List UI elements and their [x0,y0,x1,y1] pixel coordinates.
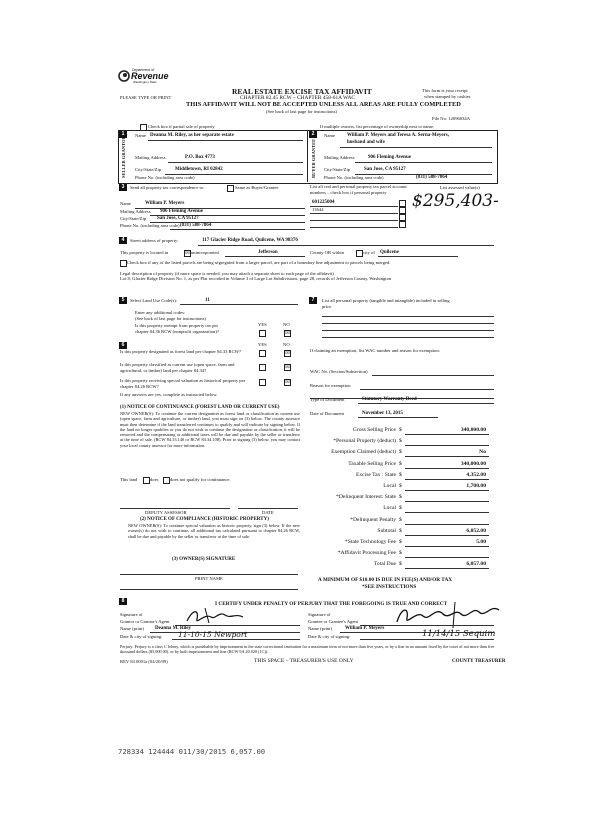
calc-dollar-sign: $ [399,505,402,511]
grantee-signature-label: Signature of [308,612,331,617]
rule [120,508,230,509]
rev-number: REV 84 0001a (04/20/09) [120,659,168,664]
calc-rule [405,456,489,457]
calc-label: Subtotal [377,528,396,534]
seller-buyer-divider [307,130,308,182]
tax-name[interactable]: William P. Meyers [145,201,185,206]
calc-dollar-sign: $ [399,528,402,534]
treasurer-use-only: THIS SPACE – TREASURER'S USE ONLY [254,658,354,664]
buyer-name-label: Name [324,133,335,138]
calc-label: *Personal Property (deduct) [333,438,396,444]
rule [238,508,298,509]
calc-rule [405,535,489,536]
file-number: File No: 12096034A [432,116,471,121]
calc-label: *Delinquent Interest: State [336,494,396,500]
rule [148,140,303,141]
calc-rule [405,568,489,569]
calc-value[interactable]: 1,700.00 [466,483,486,489]
seller-city[interactable]: Middletown, RI 02842 [175,167,223,172]
calc-dollar-sign: $ [399,427,402,433]
does-checkbox[interactable] [143,477,150,484]
compliance-title: (2) NOTICE OF COMPLIANCE (HISTORIC PROPERTY) [140,517,269,522]
street-address[interactable]: 117 Glacier Ridge Road, Quilcene, WA 98376 [202,238,298,243]
yes-header-5: YES [258,322,267,327]
section-7-number: 7 [309,297,317,304]
form-title: REAL ESTATE EXCISE TAX AFFIDAVIT [232,87,372,96]
calc-rule [405,490,489,491]
calc-dollar-sign: $ [399,550,402,556]
form-chapter: CHAPTER 82.45 RCW – CHAPTER 458-61A WAC [240,95,355,101]
calc-label: Local [383,483,396,489]
rule [360,639,494,640]
calc-rule [405,468,489,469]
additional-codes-label: Enter any additional codes: [135,310,186,315]
no-header-6: NO [283,342,290,347]
section-2-number: 2 [309,131,317,138]
grantee-agent-label: Grantee or Grantee's Agent [308,619,358,624]
please-type: PLEASE TYPE OR PRINT [120,95,172,100]
buyer-phone[interactable]: (831) 588-7864 [416,175,448,180]
nonprofit-yes-checkbox[interactable] [259,330,266,337]
calc-dollar-sign: $ [399,449,402,455]
assessor-date-label: DATE [262,510,274,515]
grantor-name[interactable]: Deanna M. Riley [155,626,191,631]
calc-value[interactable]: No [479,449,486,455]
same-as-buyer-label: Same as Buyer/Grantee [235,185,279,190]
doc-date-label: Date of Document [310,411,344,416]
calc-label: Taxable Selling Price [348,461,396,467]
parcel-4-pp-checkbox[interactable] [399,221,406,228]
rule [378,256,458,257]
buyer-name-2[interactable]: husband and wife [347,140,385,145]
calc-dollar-sign: $ [399,438,402,444]
rule [310,213,398,214]
this-land-label: This land [120,477,138,482]
calc-rule [405,557,489,558]
rule [310,227,398,228]
seller-mail[interactable]: P.O. Box 4773 [185,155,215,160]
nonprofit-no-checkbox[interactable]: ☒ [285,331,290,336]
calc-label: Exemption Claimed (deduct) [331,449,396,455]
seller-name[interactable]: Deanna M. Riley, as her separate estate [150,133,234,138]
seller-vertical-label: SELLER GRANTOR [121,136,126,178]
rule [310,220,398,221]
rule [322,316,494,317]
seller-city-label: City/State/Zip [135,167,162,172]
calc-label: Excise Tax : State [355,472,396,478]
rule [355,162,492,163]
rule [372,375,494,376]
county-name[interactable]: Jefferson [258,250,278,255]
continuance-text: NEW OWNER(S): To continue the current designation as forest land or classification as current use (open space, farm and agriculture, or timber) land, you must sign on (3) below. The county assessor must then determine if the land transferred continues to qualify and will indicate by signing below. If the land no longer qualifies or you do not wish to continue the designation or classification, it will be removed and the compensating or additional taxes will be due and payable by the seller or transferor at the time of sale. (RCW 84.33.140 or RCW 84.34.108). Prior to signing (3) below, you may contact your local county assessor for more information. [120,411,300,448]
calc-label: Total Due [373,561,396,567]
calc-value[interactable]: 340,000.00 [460,427,486,433]
rule [175,625,300,626]
grantor-name-label: Name (print) [120,626,144,631]
parcel-2[interactable]: 13644 [312,207,324,212]
rule [358,417,438,418]
county-or-within: County OR within [310,250,344,255]
unincorporated-label: unincorporated [191,250,219,255]
buyer-city[interactable]: San Jose, CA 95127 [364,167,406,172]
dor-swirl-icon [118,70,130,82]
no-header-5: NO [283,322,290,327]
nonprofit-question-b: chapter 84.36 RCW (nonprofit organization)? [135,329,219,334]
calc-dollar-sign: $ [399,461,402,467]
rule [180,304,298,305]
parcel-1[interactable]: 601225004 [312,200,335,205]
rule [172,639,300,640]
parcel-3-pp-checkbox[interactable] [399,214,406,221]
section-3-number: 3 [119,184,127,191]
answers-note: If any answers are yes, complete as instructed below. [120,392,218,397]
legal-description[interactable]: Lot 8, Glacier Ridge Division No. 1, as per Plat recorded in Volume 3 of Large Lot Subdivisions, page 28, records of Jefferson County, Washington [120,276,392,281]
grantor-date-label: Date & city of signing: [120,634,163,639]
owners-signature-title: (3) OWNER(S) SIGNATURE [172,557,236,562]
rule [322,337,494,338]
land-use-label: Select Land Use Code(s): [130,298,178,303]
calc-dollar-sign: $ [399,483,402,489]
forest-yes-checkbox[interactable] [259,350,266,357]
parcel-1-pp-checkbox[interactable] [399,200,406,207]
deputy-assessor-label: DEPUTY ASSESSOR [145,510,187,515]
wac-label: WAC No. (Section/Subsection) [310,369,368,374]
current-use-yes-checkbox[interactable] [259,364,266,371]
see-instructions-note: *SEE INSTRUCTIONS [362,584,417,590]
tax-name-label: Name [120,201,131,206]
perjury-notice: Perjury: Perjury is a class C felony, which is punishable by imprisonment in the state correctional institution for a maximum term of not more than five years, or by a fine in an amount fixed by the court of not more than five thousand dollars ($5,000.00), or by both imprisonment and fine (RCW 9A.20.020 (1C)). [120,644,495,654]
doc-type-label: Type of Document [310,397,345,402]
partial-sale-label: Check box if partial sale of property [148,124,215,129]
calc-value[interactable]: 6,052.00 [466,528,486,534]
calc-rule [405,524,489,525]
buyer-phone-label: Phone No. (including area code) [324,175,384,180]
rule [340,147,492,148]
tax-city-label: City/State/Zip [120,216,147,221]
segregated-checkbox[interactable] [120,260,127,267]
forest-no-checkbox[interactable]: ☒ [285,351,290,356]
grantee-name-label: Name (print) [308,626,332,631]
assessed-label: List assessed value(s) [440,185,480,190]
nonprofit-question-a: Is this property exempt from property tax per [135,323,219,328]
current-use-no-checkbox[interactable]: ☒ [285,365,290,370]
buyer-mail-label: Mailing Address [324,155,355,160]
county-treasurer-label: COUNTY TREASURER [452,659,506,664]
rule [120,574,298,575]
grantor-signature[interactable] [185,605,245,627]
rule [360,389,494,390]
section-4-number: 4 [119,237,127,244]
compliance-text: NEW OWNER(S): To continue special valuation as historic property, sign (3) below. If the new owner(s) do not wish to continue, all additional tax calculated pursuant to chapter 84.26 RCW, shall be due and payable by the seller or transferor at the time of sale. [128,523,300,539]
grantee-name[interactable]: William P. Meyers [345,626,385,631]
calc-rule [405,512,489,513]
doc-date[interactable]: November 13, 2015 [362,411,403,416]
calc-dollar-sign: $ [399,539,402,545]
forest-land-question: Is this property designated as forest land per chapter 84.33 RCW? [120,349,242,354]
rule [322,330,494,331]
does-not-checkbox[interactable] [163,477,170,484]
located-label: This property is located in [120,250,169,255]
rule [198,245,494,246]
tax-mail[interactable]: 906 Fleming Avenue [160,209,203,214]
unincorporated-checkbox[interactable]: ☒ [185,251,190,256]
does-not-label: does not qualify for continuance. [170,477,231,482]
tax-mail-label: Mailing Address [120,209,151,214]
minimum-due-note: A MINIMUM OF $10.00 IS DUE IN FEE(S) AND/OR TAX [318,577,453,583]
tax-phone-label: Phone No. (including area code) [120,223,180,228]
grantor-agent-label: Grantor or Grantor's Agent [120,619,170,624]
seller-mail-label: Mailing Address [135,155,166,160]
grantee-date-handwritten[interactable]: 11/14/15 Sequim [422,629,496,639]
calc-rule [405,479,489,480]
form-warning: THIS AFFIDAVIT WILL NOT BE ACCEPTED UNLESS ALL AREAS ARE FULLY COMPLETED [186,101,461,108]
calc-value[interactable]: 6,057.00 [466,561,486,567]
current-use-question: Is this property classified as current use (open space, farm and agricultural, or timber) land per chapter 84.34? [120,362,235,373]
calc-label: *Affidavit Processing Fee [337,550,396,556]
calc-rule [405,501,489,502]
calc-dollar-sign: $ [399,494,402,500]
street-address-label: Street address of property: [130,238,179,243]
reason-label: Reason for exemption [310,383,351,388]
rule [170,229,305,230]
land-use-code[interactable]: 11 [205,298,210,303]
calc-value[interactable]: 5.00 [476,539,486,545]
print-name-label: PRINT NAME [195,576,223,581]
see-back-label: (See back of last page for instructions) [135,316,206,321]
buyer-vertical-label: BUYER GRANTEE [311,138,316,178]
segregated-note: Check box if any of the listed parcels are being segregated from a larger parcel, are part of a boundary line adjustment or parcels being merged. [127,260,391,265]
calc-rule [405,434,489,435]
calc-label: *State Technology Fee [344,539,396,545]
certify-statement: I CERTIFY UNDER PENALTY OF PERJURY THAT THE FOREGOING IS TRUE AND CORRECT [215,601,448,607]
calc-dollar-sign: $ [399,561,402,567]
same-as-buyer-checkbox[interactable] [227,185,234,192]
treasurer-stamp: 728334 124444 011/30/2015 6,057.00 [118,747,266,756]
exemption-claim-label: If claiming an exemption, list WAC number and reason for exemption: [310,348,440,353]
city-checkbox[interactable] [356,250,363,257]
section-8-number: 8 [119,598,127,605]
city-name[interactable]: Quilcene [380,250,399,255]
legal-label: Legal description of property (if more space is needed, you may attach a separate sheet to each page of the affidavit) [120,271,334,276]
buyer-city-label: City/State/Zip [324,167,351,172]
buyer-mail[interactable]: 906 Fleming Avenue [368,155,411,160]
logo-text: Revenue [131,71,169,81]
seller-name-label: Name [135,133,146,138]
section-6-number: 6 [119,342,127,349]
continuance-title: (1) NOTICE OF CONTINUANCE (FOREST LAND OR CURRENT USE) [120,405,280,410]
parcel-2-pp-checkbox[interactable] [399,207,406,214]
tax-city[interactable]: San Jose, CA 95127 [157,216,199,221]
calc-rule [405,546,489,547]
yes-header-6: YES [258,342,267,347]
see-back-note: (See back of last page for instructions) [266,109,337,114]
calc-rule [405,445,489,446]
rule [358,403,494,404]
seller-phone-label: Phone No. (including area code) [135,175,195,180]
grantor-signature-label: Signature of [120,612,143,617]
receipt-note-2: when stamped by cashier. [424,94,472,99]
section-5-number: 5 [119,297,127,304]
calc-value[interactable]: 4,352.00 [466,472,486,478]
personal-property-label-2: price. [322,304,333,309]
logo-small-text: Department of [132,68,155,72]
calc-label: Local [383,505,396,511]
rule [225,256,305,257]
receipt-note-1: This form is your receipt [422,88,468,93]
tax-notice-label: Send all property tax correspondence to: [130,185,205,190]
doc-type[interactable]: Statutory Warranty Deed [362,397,417,402]
calc-dollar-sign: $ [399,472,402,478]
calc-label: *Delinquent Penalty [350,517,396,523]
historic-no-checkbox[interactable]: ☒ [285,380,290,385]
multiple-owners-note: If multiple owners, list percentage of ownership next to name. [320,124,435,129]
logo-sub-text: Washington State [133,80,157,84]
calc-dollar-sign: $ [399,517,402,523]
rule [310,206,398,207]
section-1-number: 1 [119,131,127,138]
calc-label: Gross Selling Price [352,427,396,433]
historic-question: Is this property receiving special valuation as historical property per chapter 84.26 RCW? [120,378,246,389]
parcels-label: List all real and personal property tax parcel account numbers – check box if personal property [310,184,407,195]
tax-phone[interactable]: (831) 588-7864 [180,223,212,228]
does-label: does [150,477,159,482]
historic-yes-checkbox[interactable] [259,379,266,386]
rule [168,162,303,163]
personal-property-label: List all personal property (tangible and intangible) included in selling [322,298,450,303]
city-of-label: city of [363,250,375,255]
buyer-name-1[interactable]: William P. Meyers and Teresa A. Serna-Meyers, [347,133,449,138]
grantee-date-label: Date & city of signing: [308,634,351,639]
rule [120,589,298,590]
assessed-value-handwritten[interactable]: $295,403- [412,191,499,211]
rule [322,323,494,324]
calc-value[interactable]: 340,000.00 [460,461,486,467]
grantor-date-handwritten[interactable]: 11-10-15 Newport [178,630,248,639]
